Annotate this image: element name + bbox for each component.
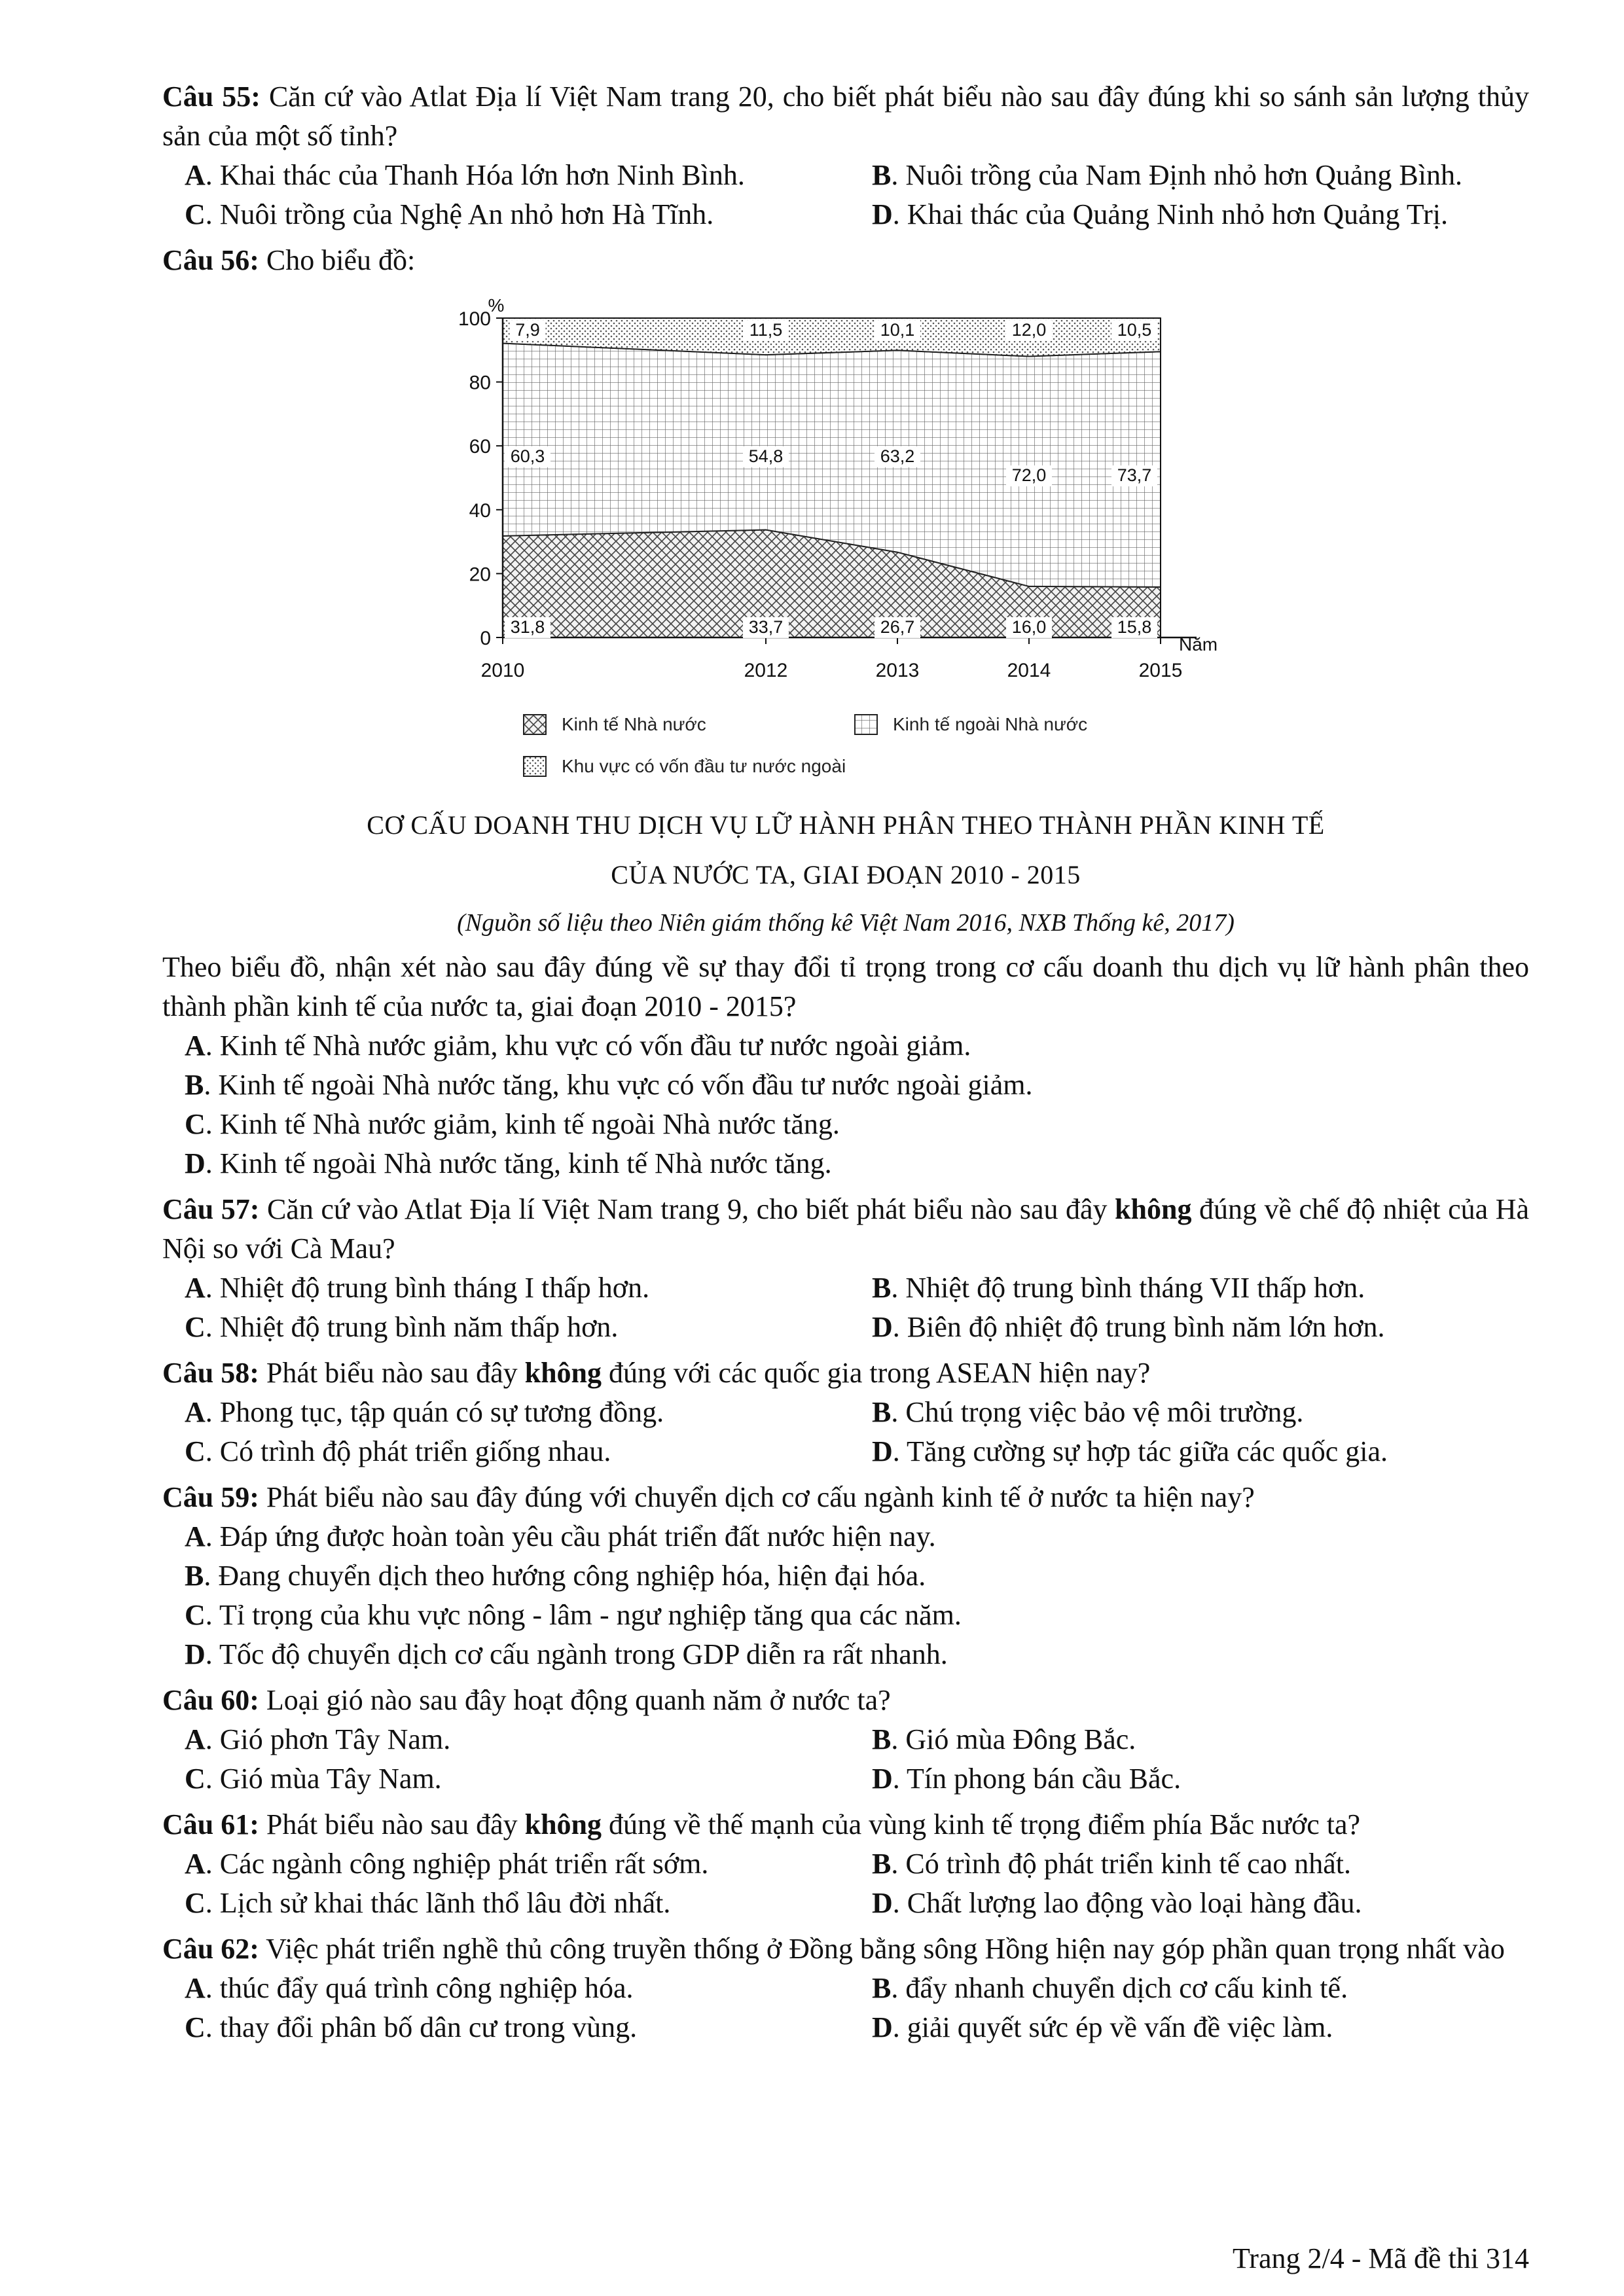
x-tick-label: 2010 (480, 660, 525, 681)
option-text: . Nuôi trồng của Nam Định nhỏ hơn Quảng Bình. (891, 159, 1462, 191)
option-text: . Phong tục, tập quán có sự tương đồng. (205, 1396, 664, 1428)
legend-label: Khu vực có vốn đầu tư nước ngoài (562, 756, 846, 776)
option-b[interactable] (872, 1268, 1526, 1308)
option-letter: C (185, 1435, 206, 1467)
x-axis-label: Năm (1179, 634, 1218, 655)
option-text: . Nhiệt độ trung bình tháng VII thấp hơn. (891, 1272, 1365, 1304)
option-d[interactable] (185, 1144, 1529, 1183)
data-label: 33,7 (748, 617, 784, 637)
option-text: . thúc đẩy quá trình công nghiệp hóa. (205, 1972, 634, 2004)
question-text: đúng về chế độ nhiệt của Hà Nội so với Cà Mau? (162, 1193, 1530, 1265)
legend-swatch (524, 757, 546, 776)
option-text: . Nuôi trồng của Nghệ An nhỏ hơn Hà Tĩnh. (205, 198, 714, 230)
question-57 (162, 1190, 1529, 1268)
legend-swatch (524, 715, 546, 734)
option-letter: B (185, 1560, 204, 1592)
option-d[interactable] (872, 1432, 1526, 1471)
option-text: . Đáp ứng được hoàn toàn yêu cầu phát triển đất nước hiện nay. (205, 1520, 936, 1552)
stacked-area-chart (162, 280, 1529, 804)
options-59 (162, 1517, 1529, 1674)
option-text: . Gió mùa Đông Bắc. (891, 1723, 1136, 1755)
option-letter: D (872, 1763, 893, 1795)
question-text: đúng về thế mạnh của vùng kinh tế trọng điểm phía Bắc nước ta? (602, 1808, 1361, 1840)
option-b[interactable] (872, 1393, 1526, 1432)
option-a[interactable] (185, 1969, 872, 2008)
legend-label: Kinh tế Nhà nước (562, 714, 706, 734)
option-letter: C (185, 1599, 206, 1631)
chart-areas (503, 318, 1161, 637)
option-d[interactable] (872, 1884, 1526, 1923)
question-56-text: Theo biểu đồ, nhận xét nào sau đây đúng về sự thay đổi tỉ trọng trong cơ cấu doanh thu dịch vụ lữ hành phân theo thành phần kinh tế của nước ta, giai đoạn 2010 - 2015? (162, 951, 1529, 1022)
question-59 (162, 1478, 1529, 1517)
option-letter: B (872, 159, 892, 191)
data-label: 7,9 (515, 320, 540, 340)
option-text: . Tín phong bán cầu Bắc. (892, 1763, 1182, 1795)
question-text: Phát biểu nào sau đây (266, 1808, 525, 1840)
option-letter: D (185, 1638, 206, 1670)
option-a[interactable] (185, 1720, 872, 1759)
option-letter: A (185, 1848, 206, 1880)
y-tick-label: 0 (480, 628, 491, 649)
data-label: 12,0 (1011, 320, 1047, 340)
option-c[interactable] (185, 1432, 872, 1471)
option-text: . Gió mùa Tây Nam. (205, 1763, 442, 1795)
question-label: Câu 55: (162, 81, 261, 113)
option-b[interactable] (185, 1066, 1529, 1105)
question-text: Phát biểu nào sau đây đúng với chuyển dịch cơ cấu ngành kinh tế ở nước ta hiện nay? (266, 1481, 1255, 1513)
option-letter: B (872, 1972, 892, 2004)
x-tick-label: 2014 (1007, 660, 1051, 681)
data-label: 31,8 (510, 617, 545, 637)
option-letter: A (185, 1723, 206, 1755)
option-letter: D (872, 2011, 893, 2043)
option-text: . Kinh tế ngoài Nhà nước tăng, kinh tế Nhà nước tăng. (205, 1147, 832, 1179)
question-text: đúng với các quốc gia trong ASEAN hiện nay? (602, 1357, 1151, 1389)
option-text: . Chú trọng việc bảo vệ môi trường. (891, 1396, 1304, 1428)
option-letter: A (185, 159, 206, 191)
option-letter: B (872, 1396, 892, 1428)
x-tick-label: 2013 (875, 660, 920, 681)
question-emphasis: không (1115, 1193, 1192, 1225)
question-label: Câu 60: (162, 1684, 259, 1716)
data-label: 60,3 (510, 446, 545, 466)
question-intro: Cho biểu đồ: (266, 244, 416, 276)
option-text: . Tăng cường sự hợp tác giữa các quốc gia. (892, 1435, 1388, 1467)
option-b[interactable] (872, 1720, 1526, 1759)
question-emphasis: không (524, 1357, 602, 1389)
option-text: . Tỉ trọng của khu vực nông - lâm - ngư nghiệp tăng qua các năm. (205, 1599, 962, 1631)
options-58 (162, 1393, 1529, 1471)
option-text: . giải quyết sức ép về vấn đề việc làm. (892, 2011, 1333, 2043)
y-tick-label: 20 (469, 564, 491, 586)
option-letter: A (185, 1520, 206, 1552)
chart-container (162, 280, 1529, 804)
option-text: . Kinh tế ngoài Nhà nước tăng, khu vực có vốn đầu tư nước ngoài giảm. (204, 1069, 1033, 1101)
option-a[interactable] (185, 1026, 1529, 1066)
question-text: Việc phát triển nghề thủ công truyền thống ở Đồng bằng sông Hồng hiện nay góp phần quan trọng nhất vào (266, 1933, 1505, 1965)
chart-title-line1: CƠ CẤU DOANH THU DỊCH VỤ LỮ HÀNH PHÂN THEO THÀNH PHẦN KINH TẾ (367, 810, 1325, 840)
options-56 (162, 1026, 1529, 1183)
option-letter: A (185, 1272, 206, 1304)
option-c[interactable] (185, 1308, 872, 1347)
option-a[interactable] (185, 1393, 872, 1432)
x-tick-label: 2012 (744, 660, 788, 681)
option-letter: C (185, 1763, 206, 1795)
option-text: . Có trình độ phát triển kinh tế cao nhất. (891, 1848, 1351, 1880)
options-60 (162, 1720, 1529, 1799)
option-letter: B (872, 1723, 892, 1755)
option-d[interactable] (185, 1635, 1529, 1674)
option-letter: C (185, 198, 206, 230)
options-61 (162, 1844, 1529, 1923)
data-label: 54,8 (748, 446, 784, 466)
x-tick-label: 2015 (1138, 660, 1183, 681)
option-text: . Gió phơn Tây Nam. (205, 1723, 451, 1755)
chart-source: (Nguồn số liệu theo Niên giám thống kê Việt Nam 2016, NXB Thống kê, 2017) (457, 909, 1235, 937)
option-letter: D (872, 1435, 893, 1467)
option-d[interactable] (872, 195, 1526, 234)
exam-page (162, 77, 1529, 2047)
question-61 (162, 1805, 1529, 1844)
option-b[interactable] (872, 1969, 1526, 2008)
question-text: Phát biểu nào sau đây (266, 1357, 525, 1389)
option-c[interactable] (185, 1596, 1529, 1635)
chart-title-line2: CỦA NƯỚC TA, GIAI ĐOẠN 2010 - 2015 (611, 860, 1081, 889)
question-text: Căn cứ vào Atlat Địa lí Việt Nam trang 9, cho biết phát biểu nào sau đây (266, 1193, 1115, 1225)
question-text: Loại gió nào sau đây hoạt động quanh năm ở nước ta? (266, 1684, 891, 1716)
question-62 (162, 1929, 1529, 1969)
option-text: . Biên độ nhiệt độ trung bình năm lớn hơn. (892, 1311, 1385, 1343)
option-letter: C (185, 1311, 206, 1343)
option-text: . Khai thác của Quảng Ninh nhỏ hơn Quảng Trị. (892, 198, 1448, 230)
question-label: Câu 59: (162, 1481, 259, 1513)
question-label: Câu 57: (162, 1193, 260, 1225)
option-letter: C (185, 1108, 206, 1140)
option-c[interactable] (185, 2008, 872, 2047)
option-text: . Nhiệt độ trung bình tháng I thấp hơn. (205, 1272, 650, 1304)
option-text: . Chất lượng lao động vào loại hàng đầu. (892, 1887, 1362, 1919)
question-label: Câu 62: (162, 1933, 259, 1965)
data-label: 73,7 (1117, 465, 1152, 486)
option-letter: D (185, 1147, 206, 1179)
option-text: . Kinh tế Nhà nước giảm, khu vực có vốn đầu tư nước ngoài giảm. (205, 1030, 971, 1062)
data-label: 11,5 (749, 320, 783, 340)
options-55 (162, 156, 1529, 234)
option-text: . Có trình độ phát triển giống nhau. (205, 1435, 611, 1467)
y-tick-label: 100 (458, 308, 491, 330)
option-b[interactable] (872, 156, 1526, 195)
option-letter: B (872, 1272, 892, 1304)
option-a[interactable] (185, 1517, 1529, 1556)
question-60 (162, 1681, 1529, 1720)
option-c[interactable] (185, 195, 872, 234)
option-text: . thay đổi phân bố dân cư trong vùng. (205, 2011, 638, 2043)
y-axis-label: % (488, 295, 505, 315)
option-letter: A (185, 1396, 206, 1428)
question-label: Câu 58: (162, 1357, 259, 1389)
page-footer: Trang 2/4 - Mã đề thi 314 (1232, 2242, 1529, 2274)
option-text: . Lịch sử khai thác lãnh thổ lâu đời nhất. (205, 1887, 671, 1919)
question-text: Căn cứ vào Atlat Địa lí Việt Nam trang 20, cho biết phát biểu nào sau đây đúng khi so sánh sản lượng thủy sản của một số tỉnh? (162, 81, 1529, 152)
option-c[interactable] (185, 1884, 872, 1923)
option-text: . Kinh tế Nhà nước giảm, kinh tế ngoài Nhà nước tăng. (205, 1108, 840, 1140)
option-d[interactable] (872, 2008, 1526, 2047)
option-letter: D (872, 1311, 893, 1343)
chart-legend (524, 714, 1087, 776)
option-text: . Tốc độ chuyển dịch cơ cấu ngành trong GDP diễn ra rất nhanh. (205, 1638, 948, 1670)
option-letter: A (185, 1030, 206, 1062)
question-56 (162, 241, 1529, 280)
option-d[interactable] (872, 1759, 1526, 1799)
data-label: 15,8 (1117, 617, 1152, 637)
option-text: . Khai thác của Thanh Hóa lớn hơn Ninh Bình. (205, 159, 745, 191)
data-label: 16,0 (1011, 617, 1047, 637)
data-label: 10,5 (1117, 320, 1152, 340)
option-c[interactable] (185, 1105, 1529, 1144)
option-d[interactable] (872, 1308, 1526, 1347)
question-emphasis: không (524, 1808, 602, 1840)
option-letter: B (872, 1848, 892, 1880)
y-tick-label: 60 (469, 436, 491, 458)
option-b[interactable] (872, 1844, 1526, 1884)
question-55 (162, 77, 1529, 156)
option-text: . Đang chuyển dịch theo hướng công nghiệp hóa, hiện đại hóa. (204, 1560, 926, 1592)
option-letter: D (872, 198, 893, 230)
option-b[interactable] (185, 1556, 1529, 1596)
option-c[interactable] (185, 1759, 872, 1799)
y-tick-label: 40 (469, 499, 491, 522)
question-58 (162, 1354, 1529, 1393)
options-62 (162, 1969, 1529, 2047)
data-label: 26,7 (880, 617, 915, 637)
option-letter: C (185, 2011, 206, 2043)
option-a[interactable] (185, 156, 872, 195)
question-label: Câu 56: (162, 244, 259, 276)
option-text: . đẩy nhanh chuyển dịch cơ cấu kinh tế. (891, 1972, 1348, 2004)
option-letter: C (185, 1887, 206, 1919)
data-label: 63,2 (880, 446, 915, 466)
option-letter: D (872, 1887, 893, 1919)
option-letter: A (185, 1972, 206, 2004)
option-a[interactable] (185, 1844, 872, 1884)
question-label: Câu 61: (162, 1808, 259, 1840)
data-label: 72,0 (1011, 465, 1047, 486)
option-letter: B (185, 1069, 204, 1101)
data-label: 10,1 (880, 320, 915, 340)
legend-label: Kinh tế ngoài Nhà nước (893, 714, 1088, 734)
y-tick-label: 80 (469, 372, 491, 394)
legend-swatch (855, 715, 877, 734)
options-57 (162, 1268, 1529, 1347)
option-text: . Nhiệt độ trung bình năm thấp hơn. (205, 1311, 619, 1343)
option-text: . Các ngành công nghiệp phát triển rất sớm. (205, 1848, 709, 1880)
option-a[interactable] (185, 1268, 872, 1308)
